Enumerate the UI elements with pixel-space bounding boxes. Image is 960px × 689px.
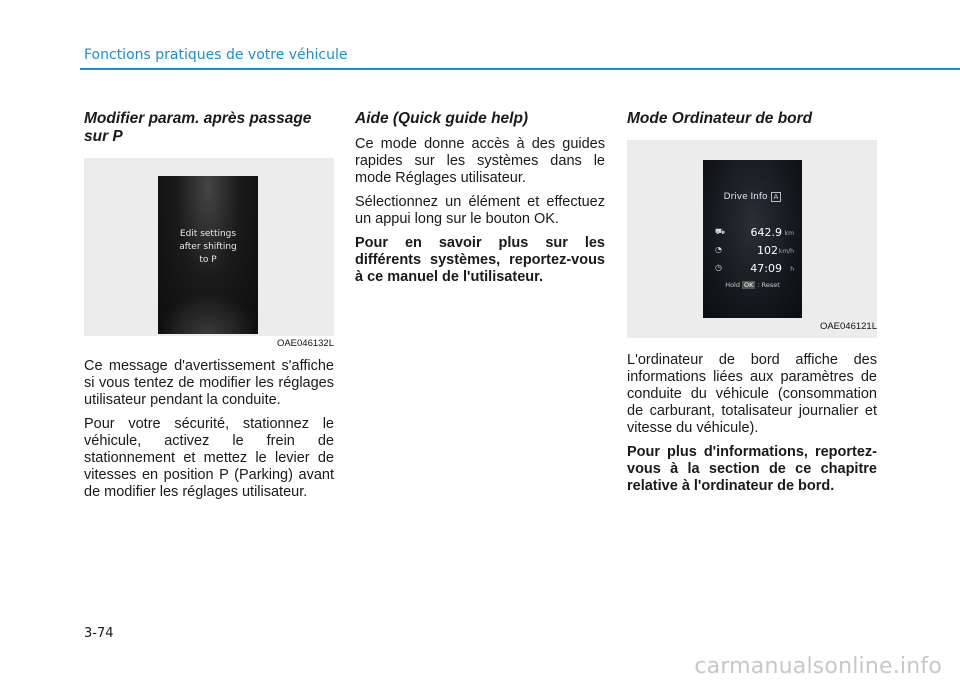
column-right [627,110,877,502]
speedometer-icon: ◔ [715,245,722,254]
section-title: Fonctions pratiques de votre véhicule [84,47,348,63]
column-middle [355,110,605,293]
warning-line-3: to P [199,255,217,265]
figure-code: OAE046121L [819,321,877,332]
fuel-range-icon: ⛟ [715,227,726,236]
drive-info-title [703,192,802,202]
figure-code: OAE046132L [276,338,334,349]
heading-quick-guide: Aide (Quick guide help) [355,110,529,127]
heading-trip-computer: Mode Ordinateur de bord [627,110,813,127]
figure-drive-info [627,140,877,338]
warning-line-1: Edit settings [179,229,237,239]
paragraph-bold: Pour en savoir plus sur les différents systèmes, reportez-vous à ce manuel de l'utilisateur. [355,235,605,285]
ok-key: OK [743,281,754,289]
paragraph: Ce mode donne accès à des guides rapides sur les systèmes dans le mode Réglages utilisateur. [355,136,605,186]
figure-edit-settings [84,158,334,349]
watermark: carmanualsonline.info [694,654,942,679]
drive-info-row-time [715,262,794,276]
column-left [84,110,334,508]
heading-edit-after-p: Modifier param. après passage sur P [84,110,312,145]
drive-info-badge: A [771,192,782,202]
reset-label: : Reset [757,281,780,289]
drive-info-row-range [715,226,794,240]
paragraph-bold: Pour plus d'informations, reportez-vous à la section de ce chapitre relative à l'ordinateur de bord. [627,444,877,494]
cluster-screen-drive-info [703,160,802,318]
hold-reset-hint [703,281,802,289]
hold-label: Hold [725,281,740,289]
time-unit: h [790,266,794,273]
paragraph: L'ordinateur de bord affiche des informations liées aux paramètres de conduite du véhicule (consommation de carburant, totalisateur journalier et vitesse du véhicule). [627,352,877,436]
clock-icon: ◷ [715,263,722,272]
drive-info-row-speed [715,244,794,258]
paragraph: Pour votre sécurité, stationnez le véhicule, activez le frein de stationnement et mettez le levier de vitesses en position P (Parking) avant de modifier les réglages utilisateur. [84,416,334,500]
range-value: 642.9 [750,226,782,239]
drive-info-label: Drive Info [723,192,768,202]
range-unit: km [784,230,794,237]
paragraph: Ce message d'avertissement s'affiche si vous tentez de modifier les réglages utilisateur pendant la conduite. [84,358,334,408]
paragraph: Sélectionnez un élément et effectuez un appui long sur le bouton OK. [355,194,605,227]
header-divider [80,68,960,70]
time-value: 47:09 [750,262,782,275]
warning-message [158,228,258,267]
page-number: 3-74 [84,626,114,641]
speed-value: 102 [757,244,778,257]
cluster-screen-warning [158,176,258,334]
speed-unit: km/h [778,248,794,255]
warning-line-2: after shifting [179,242,237,252]
